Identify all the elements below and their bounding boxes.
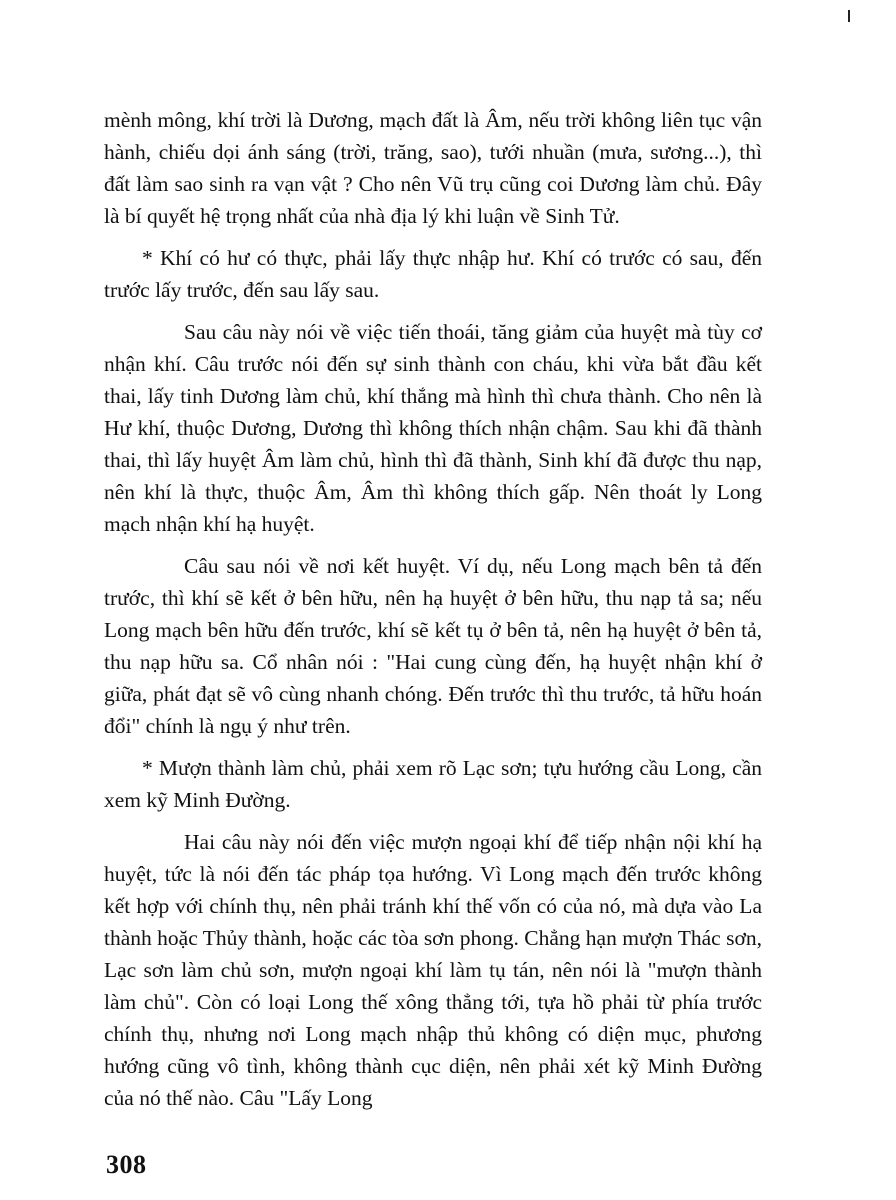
paragraph-commentary-1: Sau câu này nói về việc tiến thoái, tăng giảm của huyệt mà tùy cơ nhận khí. Câu trước nói đến sự sinh thành con cháu, khi vừa bắt đầu kết thai, lấy tinh Dương làm chủ, khí thắng mà hình thì chưa thành. Cho nên là Hư khí, thuộc Dương, Dương thì không thích nhận chậm. Sau khi đã thành thai, thì lấy huyệt Âm làm chủ, hình thì đã thành, Sinh khí đã được thu nạp, nên khí là thực, thuộc Âm, Âm thì không thích gấp. Nên thoát ly Long mạch nhận khí hạ huyệt. [104,320,762,536]
page-number: 308 [106,1150,147,1179]
paragraph-bullet-2: * Mượn thành làm chủ, phải xem rõ Lạc sơn; tựu hướng cầu Long, cần xem kỹ Minh Đường. [104,756,762,812]
paragraph-commentary-3: Hai câu này nói đến việc mượn ngoại khí để tiếp nhận nội khí hạ huyệt, tức là nói đến tác pháp tọa hướng. Vì Long mạch đến trước không kết hợp với chính thụ, nên phải tránh khí thế vốn có của nó, mà dựa vào La thành hoặc Thủy thành, hoặc các tòa sơn phong. Chẳng hạn mượn Thác sơn, Lạc sơn làm chủ sơn, mượn ngoại khí làm tụ tán, nên nói là "mượn thành làm chủ". Còn có loại Long thế xông thẳng tới, tựa hồ phải từ phía trước chính thụ, nhưng nơi Long mạch nhập thủ không có diện mục, phương hướng cũng vô tình, không thành cục diện, nên phải xét kỹ Minh Đường của nó thế nào. Câu "Lấy Long [104,830,762,1110]
corner-mark [848,10,850,22]
paragraph-continuation: mènh mông, khí trời là Dương, mạch đất là Âm, nếu trời không liên tục vận hành, chiếu dọi ánh sáng (trời, trăng, sao), tưới nhuần (mưa, sương...), thì đất làm sao sinh ra vạn vật ? Cho nên Vũ trụ cũng coi Dương làm chủ. Đây là bí quyết hệ trọng nhất của nhà địa lý khi luận về Sinh Tử. [104,108,762,228]
paragraph-commentary-2: Câu sau nói về nơi kết huyệt. Ví dụ, nếu Long mạch bên tả đến trước, thì khí sẽ kết ở bên hữu, nên hạ huyệt ở bên hữu, thu nạp tả sa; nếu Long mạch bên hữu đến trước, khí sẽ kết tụ ở bên tả, nên hạ huyệt ở bên tả, thu nạp hữu sa. Cổ nhân nói : "Hai cung cùng đến, hạ huyệt nhận khí ở giữa, phát đạt sẽ vô cùng nhanh chóng. Đến trước thì thu trước, tả hữu hoán đổi" chính là ngụ ý như trên. [104,554,762,738]
body-text [104,104,762,1114]
paragraph-bullet-1: * Khí có hư có thực, phải lấy thực nhập hư. Khí có trước có sau, đến trước lấy trước, đến sau lấy sau. [104,246,762,302]
